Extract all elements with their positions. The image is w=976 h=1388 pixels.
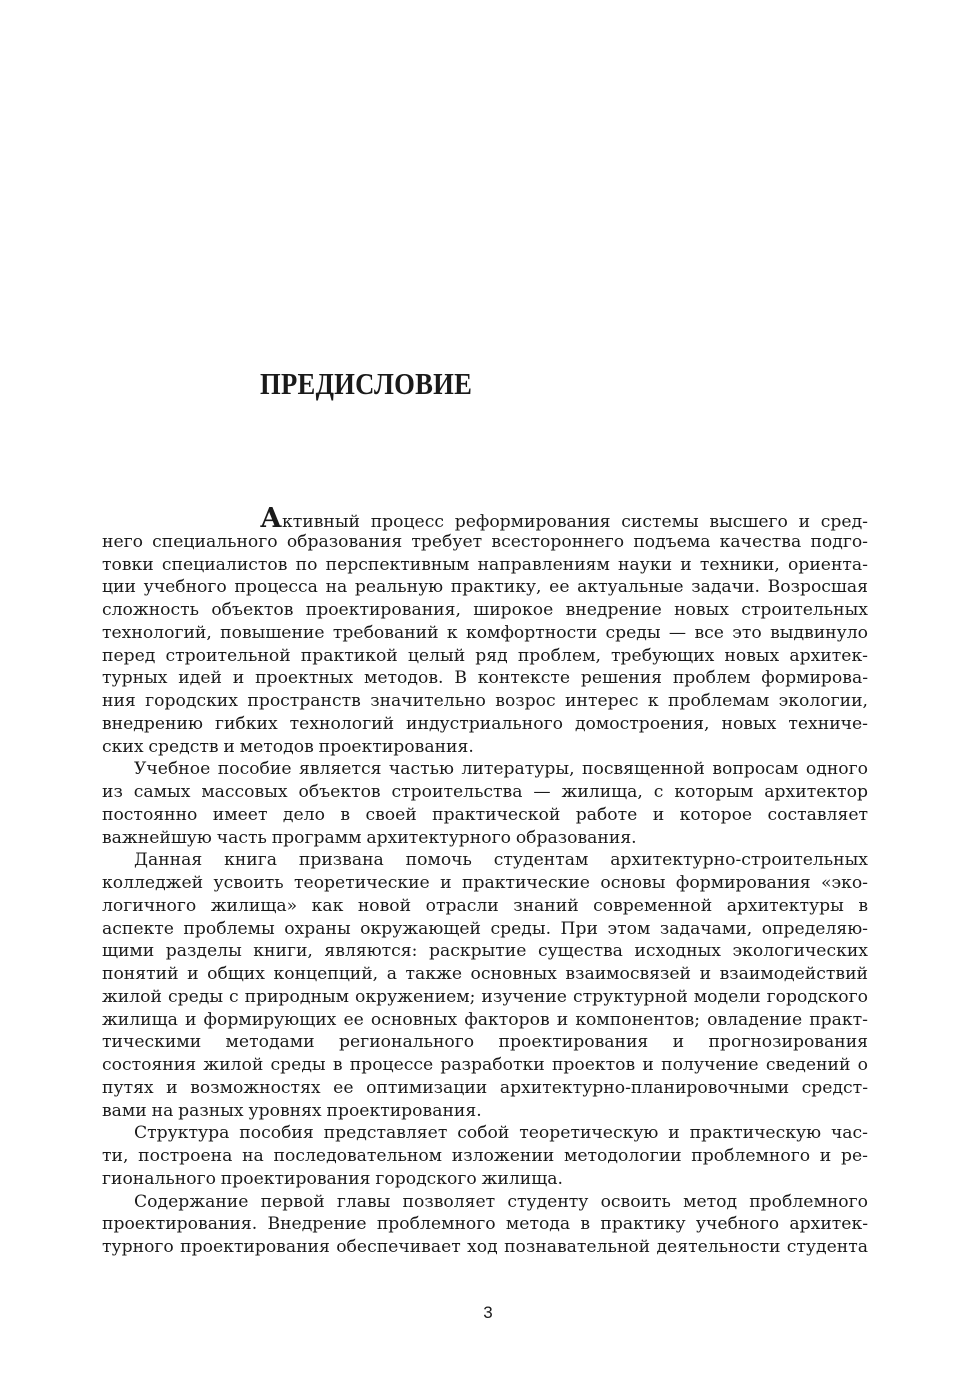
text-line: Учебное пособие является частью литературы, посвященной вопросам одного [134, 759, 868, 780]
text-line: товки специалистов по перспективным направлениям науки и техники, ориента- [102, 554, 868, 575]
paragraph-5 [102, 1191, 868, 1259]
text-line: сложность объектов проектирования, широкое внедрение новых строительных [102, 600, 868, 620]
text-line: технологий, повышение требований к комфортности среды — все это выдвинуло [102, 622, 868, 643]
text-line [102, 503, 868, 534]
paragraph-3 [102, 849, 868, 1122]
text-line-content: ктивный процесс реформирования системы высшего и сред- [282, 512, 868, 532]
page-title: ПРЕДИСЛОВИЕ [260, 366, 473, 401]
drop-cap: А [260, 503, 282, 534]
text-line: перед строительной практикой целый ряд проблем, требующих новых архитек- [102, 645, 868, 666]
paragraph-2 [102, 758, 868, 849]
text-line: гионального проектирования городского жилища. [102, 1168, 563, 1189]
paragraph-1 [102, 503, 868, 758]
text-line: Структура пособия представляет собой теоретическую и практическую час- [134, 1123, 868, 1144]
text-line: понятий и общих концепций, а также основных взаимосвязей и взаимодействий [102, 964, 868, 984]
text-line: состояния жилой среды в процессе разработки проектов и получение сведений о [102, 1055, 868, 1075]
text-line: вами на разных уровнях проектирования. [102, 1100, 482, 1121]
text-line: турных идей и проектных методов. В контексте решения проблем формирова- [102, 668, 868, 689]
text-line: важнейшую часть программ архитектурного образования. [102, 827, 637, 848]
text-line: Содержание первой главы позволяет студенту освоить метод проблемного [134, 1191, 868, 1212]
text-line: колледжей усвоить теоретические и практические основы формирования «эко- [102, 873, 868, 893]
text-line: Данная книга призвана помочь студентам архитектурно-строительных [134, 850, 868, 871]
text-line: путях и возможностях ее оптимизации архитектурно-планировочными средст- [102, 1077, 868, 1098]
text-line: постоянно имеет дело в своей практической работе и которое составляет [102, 804, 868, 825]
text-line: щими разделы книги, являются: раскрытие существа исходных экологических [102, 941, 868, 962]
page-number: 3 [483, 1303, 493, 1322]
text-line: логичного жилища» как новой отрасли знаний современной архитектуры в [102, 895, 868, 916]
text-line: тическими методами регионального проектирования и прогнозирования [102, 1032, 868, 1053]
text-line: жилой среды с природным окружением; изучение структурной модели городского [102, 986, 868, 1007]
text-line: проектирования. Внедрение проблемного метода в практику учебного архитек- [102, 1214, 868, 1235]
text-line: жилища и формирующих ее основных факторов и компонентов; овладение практ- [102, 1009, 868, 1030]
body-text [102, 503, 868, 1259]
text-line: из самых массовых объектов строительства — жилища, с которым архитектор [102, 782, 868, 802]
text-line: ния городских пространств значительно возрос интерес к проблемам экологии, [102, 691, 868, 711]
text-line: аспекте проблемы охраны окружающей среды. При этом задачами, определяю- [102, 918, 868, 939]
text-line: внедрению гибких технологий индустриального домостроения, новых техниче- [102, 713, 868, 734]
text-line: ских средств и методов проектирования. [102, 736, 474, 757]
text-line: ти, построена на последовательном изложении методологии проблемного и ре- [102, 1146, 868, 1166]
text-line: турного проектирования обеспечивает ход познавательной деятельности студента [102, 1237, 868, 1257]
paragraph-4 [102, 1122, 868, 1190]
text-line: него специального образования требует всестороннего подъема качества подго- [102, 531, 868, 552]
text-line: ции учебного процесса на реальную практику, ее актуальные задачи. Возросшая [102, 577, 868, 598]
